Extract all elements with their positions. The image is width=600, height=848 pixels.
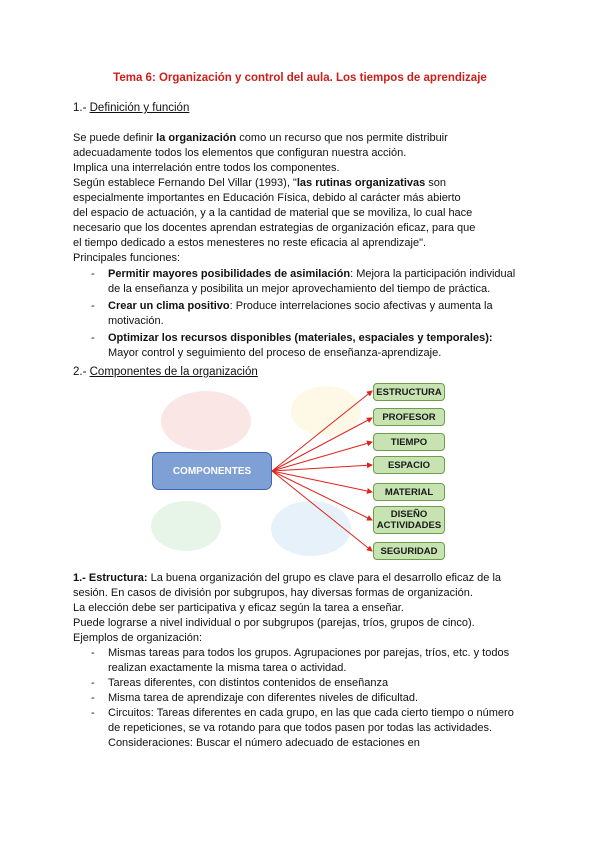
section-2-number: 2.-	[73, 366, 87, 378]
list-item: - Mismas tareas para todos los grupos. Agrupaciones por parejas, tríos, etc. y todos realizan exactamente la misma tarea o actividad.	[91, 647, 510, 674]
arrow-seguridad	[272, 471, 372, 551]
arrow-diseno	[272, 471, 372, 520]
node-seguridad: SEGURIDAD	[373, 542, 445, 560]
list-dash: -	[91, 300, 95, 312]
arrow-material	[272, 471, 372, 492]
list-item: - Optimizar los recursos disponibles (materiales, espaciales y temporales): Mayor control y seguimiento del proceso de enseñanza-aprendizaje.	[91, 332, 493, 359]
section-3-body	[73, 571, 543, 751]
node-diseno-actividades	[373, 506, 445, 534]
section-2-heading	[73, 366, 258, 378]
paragraph: adecuadamente todos los elementos que configuran nuestra acción.	[73, 147, 407, 159]
section-1-title: Definición y función	[89, 102, 190, 114]
list-dash: -	[91, 647, 95, 659]
list-item: - Circuitos: Tareas diferentes en cada grupo, en las que cada cierto tiempo o número de repeticiones, se va rotando para que todos pasen por todas las actividades. Consideraciones: Buscar el número adecuado de estaciones en	[91, 707, 514, 749]
paragraph: especialmente importantes en Educación Física, debido al carácter más abierto	[73, 192, 461, 204]
section-1-heading	[73, 102, 189, 114]
paragraph: Se puede definir la organización como un recurso que nos permite distribuir	[73, 132, 448, 144]
node-material: MATERIAL	[373, 483, 445, 501]
list-dash: -	[91, 332, 95, 344]
node-diseno-line1: DISEÑO	[390, 509, 428, 520]
paragraph: La elección debe ser participativa y eficaz según la tarea a enseñar.	[73, 602, 404, 614]
paragraph: Según establece Fernando Del Villar (1993), "las rutinas organizativas son	[73, 177, 447, 189]
paragraph: Puede lograrse a nivel individual o por subgrupos (parejas, tríos, grupos de cinco).	[73, 617, 475, 629]
paragraph: Ejemplos de organización:	[73, 632, 203, 644]
paragraph: del espacio de actuación, y a la cantidad de material que se moviliza, lo cual hace	[73, 207, 473, 219]
list-dash: -	[91, 692, 95, 704]
functions-label: Principales funciones:	[73, 252, 181, 264]
list-item: - Crear un clima positivo: Produce interrelaciones socio afectivas y aumenta la motivación.	[91, 300, 493, 327]
paragraph: Implica una interrelación entre todos los componentes.	[73, 162, 340, 174]
node-estructura: ESTRUCTURA	[373, 383, 445, 401]
paragraph: 1.- Estructura: La buena organización del grupo es clave para el desarrollo eficaz de la	[73, 572, 502, 584]
paragraph: el tiempo dedicado a estos menesteres no reste eficacia al aprendizaje".	[73, 237, 427, 249]
paragraph: necesario que los docentes aprendan estrategias de organización eficaz, para que	[73, 222, 476, 234]
paragraph: sesión. En casos de división por subgrupos, hay diversas formas de organización.	[73, 587, 473, 599]
arrow-profesor	[272, 418, 372, 471]
list-dash: -	[91, 268, 95, 280]
document-title: Tema 6: Organización y control del aula. Los tiempos de aprendizaje	[113, 72, 487, 84]
node-espacio: ESPACIO	[373, 456, 445, 474]
components-box: COMPONENTES	[152, 452, 272, 490]
node-diseno-line2: ACTIVIDADES	[376, 520, 442, 531]
section-1-body	[73, 131, 543, 361]
arrow-espacio	[272, 465, 372, 471]
node-tiempo: TIEMPO	[373, 433, 445, 451]
list-item: - Misma tarea de aprendizaje con diferentes niveles de dificultad.	[91, 692, 419, 704]
section-2-title: Componentes de la organización	[89, 366, 258, 378]
list-dash: -	[91, 677, 95, 689]
arrow-estructura	[272, 391, 372, 471]
arrow-tiempo	[272, 442, 372, 471]
node-profesor: PROFESOR	[373, 408, 445, 426]
section-1-number: 1.-	[73, 102, 87, 114]
list-dash: -	[91, 707, 95, 719]
components-diagram	[151, 381, 448, 564]
list-item: - Permitir mayores posibilidades de asimilación: Mejora la participación individual de la enseñanza y posibilita un mejor aprovechamiento del tiempo de práctica.	[91, 268, 516, 295]
list-item: - Tareas diferentes, con distintos contenidos de enseñanza	[91, 677, 389, 689]
